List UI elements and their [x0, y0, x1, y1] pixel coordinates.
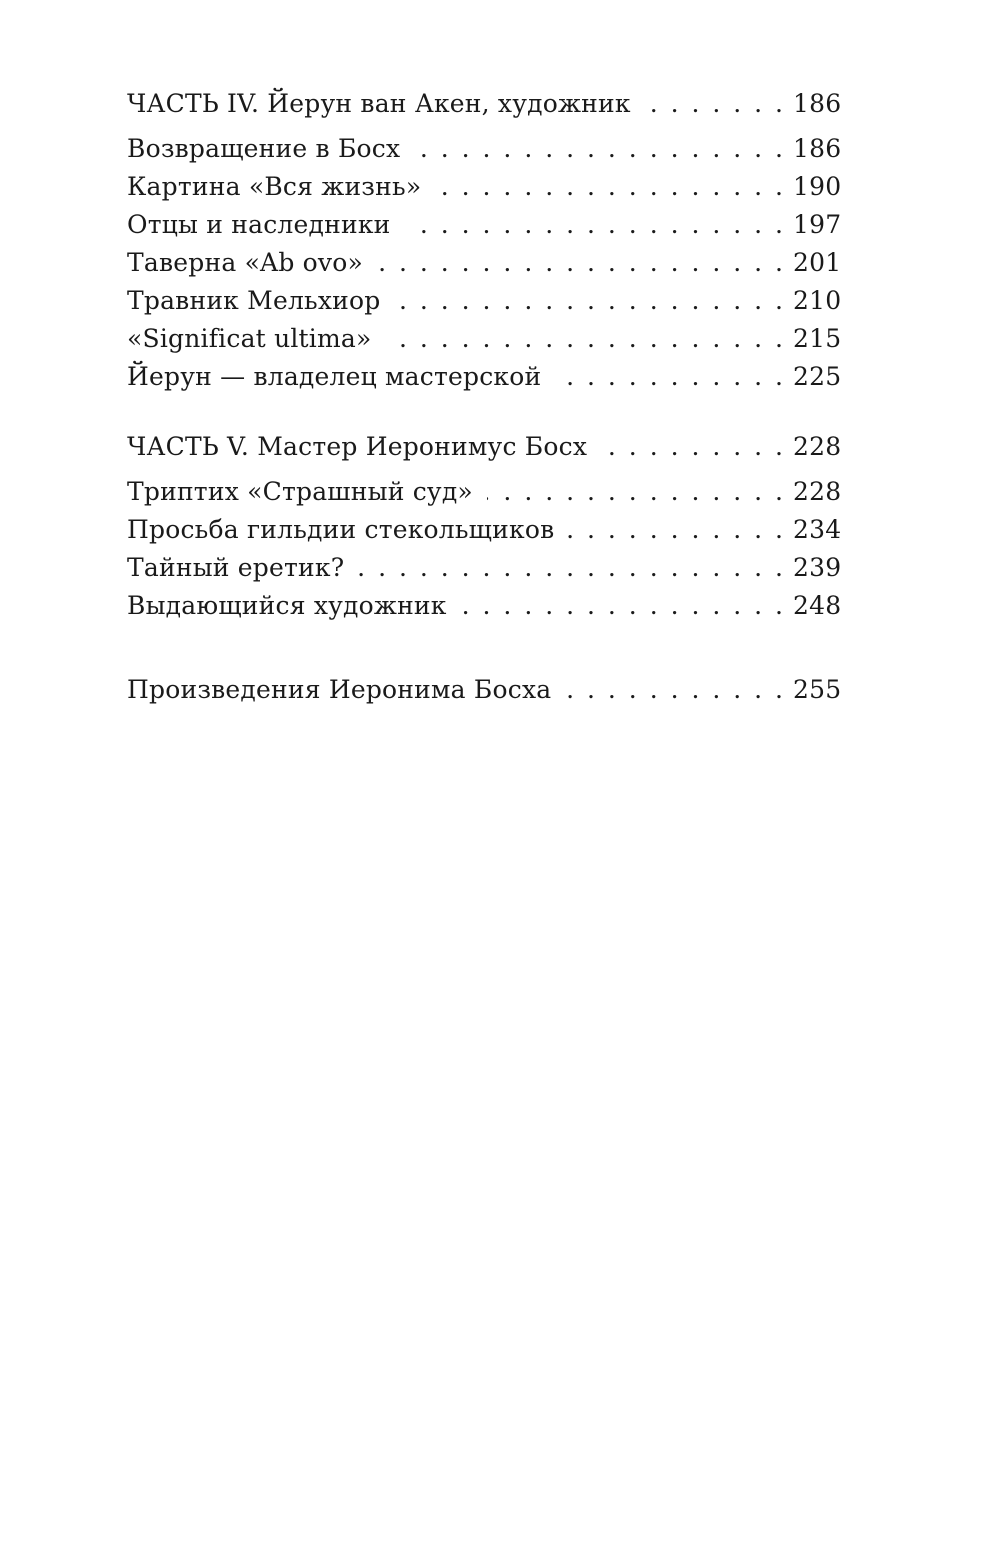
toc-part-title: ЧАСТЬ IV. Йерун ван Акен, художник [127, 89, 631, 118]
toc-entry[interactable] [127, 168, 842, 206]
dot-leader [414, 130, 783, 168]
toc-entry-title: Триптих «Страшный суд» [127, 477, 473, 506]
toc-entry[interactable] [127, 206, 842, 244]
toc-entry[interactable] [127, 587, 842, 625]
toc-page-number: 228 [793, 477, 842, 506]
toc-page-number: 186 [793, 134, 842, 163]
toc-entry-title: «Significat ultima» [127, 324, 372, 353]
toc-entry[interactable] [127, 130, 842, 168]
toc-entry-title: Произведения Иеронима Босха [127, 675, 552, 704]
toc-entry-title: Травник Мельхиор [127, 286, 381, 315]
dot-leader [377, 244, 783, 282]
dot-leader [358, 549, 783, 587]
toc-part-heading[interactable] [127, 84, 842, 130]
toc-page-number: 234 [793, 515, 842, 544]
toc-part-title: ЧАСТЬ V. Мастер Иеронимус Босх [127, 432, 588, 461]
toc-appendix [127, 671, 842, 709]
toc-entry[interactable] [127, 358, 842, 396]
toc-entry[interactable] [127, 511, 842, 549]
toc-part-heading[interactable] [127, 427, 842, 473]
toc-entry-title: Тайный еретик? [127, 553, 345, 582]
toc-appendix-entry[interactable] [127, 671, 842, 709]
toc-entry[interactable] [127, 320, 842, 358]
dot-leader [645, 84, 783, 124]
toc-page-number: 201 [793, 248, 842, 277]
dot-leader [386, 320, 783, 358]
dot-leader [461, 587, 783, 625]
toc-entry-title: Отцы и наследники [127, 210, 391, 239]
toc-page-number: 239 [793, 553, 842, 582]
toc-page-number: 197 [793, 210, 842, 239]
dot-leader [394, 282, 783, 320]
toc-part-5 [127, 427, 842, 625]
dot-leader [435, 168, 783, 206]
toc-part-4 [127, 84, 842, 396]
toc-page-number: 186 [793, 89, 842, 118]
toc-page-number: 190 [793, 172, 842, 201]
toc-entry-title: Картина «Вся жизнь» [127, 172, 422, 201]
dot-leader [405, 206, 783, 244]
toc-page-number: 225 [793, 362, 842, 391]
toc-entry[interactable] [127, 244, 842, 282]
toc-entry[interactable] [127, 282, 842, 320]
dot-leader [568, 511, 783, 549]
dot-leader [565, 671, 783, 709]
dot-leader [601, 427, 783, 467]
toc-entry-title: Таверна «Ab ovo» [127, 248, 363, 277]
toc-entry-title: Возвращение в Босх [127, 134, 401, 163]
toc-entry-title: Выдающийся художник [127, 591, 447, 620]
toc-page-number: 215 [793, 324, 842, 353]
toc-entry[interactable] [127, 549, 842, 587]
toc-page-number: 228 [793, 432, 842, 461]
toc-entry[interactable] [127, 473, 842, 511]
dot-leader [487, 473, 783, 511]
toc-page-number: 210 [793, 286, 842, 315]
toc-entry-title: Просьба гильдии стекольщиков [127, 515, 555, 544]
toc-page-number: 248 [793, 591, 842, 620]
dot-leader [555, 358, 783, 396]
toc-entry-title: Йерун — владелец мастерской [127, 362, 542, 391]
table-of-contents [127, 84, 842, 709]
toc-page-number: 255 [793, 675, 842, 704]
